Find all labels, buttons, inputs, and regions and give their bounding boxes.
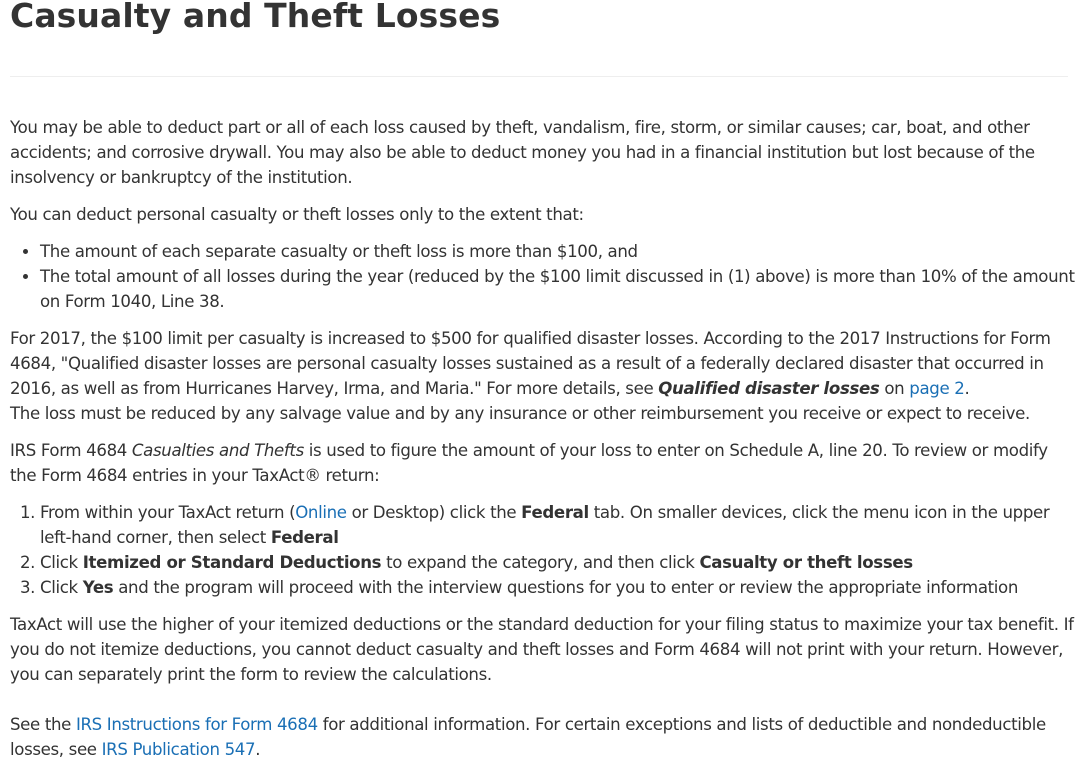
list-item bbox=[40, 575, 1076, 600]
itemized-deductions-label: Itemized or Standard Deductions bbox=[82, 553, 382, 572]
extent-intro-paragraph: You can deduct personal casualty or theft losses only to the extent that: bbox=[10, 205, 584, 224]
online-link[interactable]: Online bbox=[295, 503, 347, 522]
form-4684-paragraph bbox=[10, 438, 1076, 488]
step-text: to expand the category, and then click bbox=[381, 553, 700, 572]
list-item bbox=[40, 500, 1076, 550]
paragraph-text: for additional information. For certain exceptions and lists of deductible and nondeductible losses, see bbox=[10, 715, 1046, 759]
paragraph-text: is used to figure the amount of your loss to enter on Schedule A, line 20. To review or modify the Form 4684 entries in your TaxAct® return: bbox=[10, 441, 1048, 485]
paragraph-text: IRS Form 4684 bbox=[10, 441, 132, 460]
step-text: From within your TaxAct return ( bbox=[40, 503, 296, 522]
federal-tab-label: Federal bbox=[521, 503, 589, 522]
taxact-paragraph: TaxAct will use the higher of your itemized deductions or the standard deduction for your filing status to maximize your tax benefit. If you do not itemize deductions, you cannot deduct casualty and theft losses and Form 4684 will not print with your return. However, you can separately print the form to review the calculations. bbox=[10, 615, 1074, 684]
form-title-italic: Casualties and Thefts bbox=[131, 441, 304, 460]
page-title: Casualty and Theft Losses bbox=[10, 0, 501, 35]
intro-paragraph: You may be able to deduct part or all of each loss caused by theft, vandalism, fire, storm, or similar causes; car, boat, and other accidents; and corrosive drywall. You may also be able to deduct money you had in a financial institution but lost because of the insolvency or bankruptcy of the institution. bbox=[10, 118, 1035, 187]
page-2-link[interactable]: page 2 bbox=[909, 379, 965, 398]
list-item bbox=[40, 550, 1076, 575]
irs-publication-547-link[interactable]: IRS Publication 547 bbox=[101, 740, 256, 759]
irs-instructions-4684-link[interactable]: IRS Instructions for Form 4684 bbox=[75, 715, 318, 734]
list-item: • The total amount of all losses during the year (reduced by the $100 limit discussed in (1) above) is more than 10% of the amount on Form 1040, Line 38. bbox=[40, 264, 1076, 314]
list-item: • The amount of each separate casualty or theft loss is more than $100, and bbox=[40, 239, 1076, 264]
steps-list bbox=[10, 500, 1076, 600]
step-text: Click bbox=[40, 578, 83, 597]
federal-menu-label: Federal bbox=[270, 528, 339, 547]
disaster-losses-paragraph bbox=[10, 326, 1076, 426]
paragraph-text: on bbox=[879, 379, 910, 398]
step-text: Click bbox=[40, 553, 83, 572]
paragraph-text: . bbox=[964, 379, 970, 398]
section-spacer bbox=[10, 699, 1076, 712]
title-divider bbox=[10, 76, 1068, 77]
step-text: and the program will proceed with the interview questions for you to enter or review the appropriate information bbox=[113, 578, 1019, 597]
yes-label: Yes bbox=[82, 578, 114, 597]
see-also-paragraph bbox=[10, 712, 1076, 762]
paragraph-text: See the bbox=[10, 715, 76, 734]
step-text: tab. On smaller devices, click the menu icon in the upper left-hand corner, then select bbox=[40, 503, 1050, 547]
salvage-value-text: The loss must be reduced by any salvage value and by any insurance or other reimbursement you receive or expect to receive. bbox=[10, 404, 1030, 423]
extent-bullet-list bbox=[10, 239, 1076, 314]
paragraph-text: . bbox=[255, 740, 261, 759]
article-body bbox=[10, 115, 1076, 772]
step-text: or Desktop) click the bbox=[346, 503, 522, 522]
qualified-disaster-losses-emphasis: Qualified disaster losses bbox=[658, 379, 880, 398]
paragraph-text: For 2017, the $100 limit per casualty is increased to $500 for qualified disaster losses. According to the 2017 Instructions for Form 4684, "Qualified disaster losses are personal casualty losses sustained as a result of a federally declared disaster that occurred in 2016, as well as from Hurricanes Harvey, Irma, and Maria." For more details, see bbox=[10, 329, 1051, 398]
casualty-theft-label: Casualty or theft losses bbox=[699, 553, 913, 572]
